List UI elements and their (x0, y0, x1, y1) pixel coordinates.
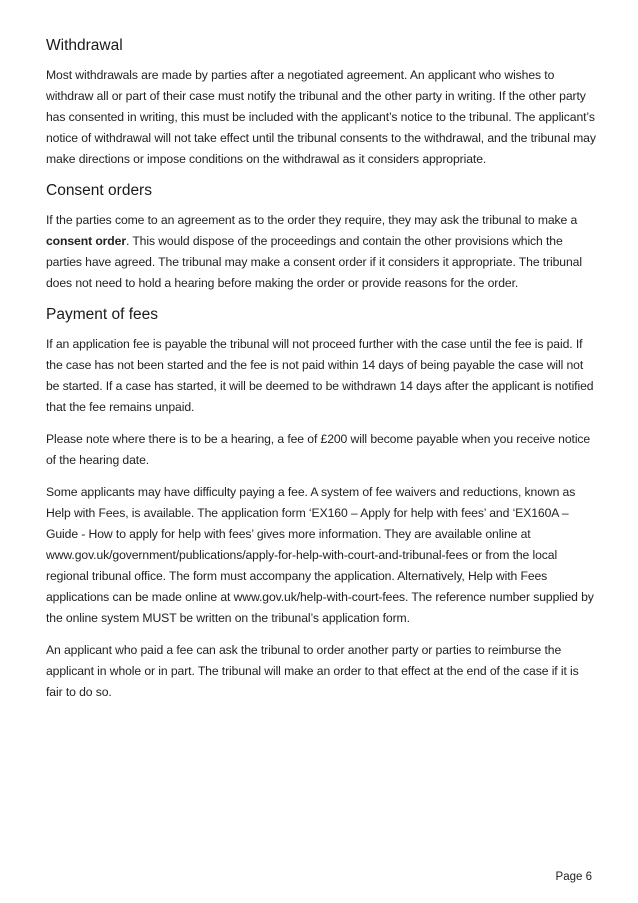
section-payment-of-fees (46, 305, 596, 703)
page-number: Page 6 (555, 871, 592, 883)
section-heading-withdrawal: Withdrawal (46, 37, 123, 54)
section-heading-payment-of-fees: Payment of fees (46, 306, 159, 323)
section-withdrawal (46, 36, 596, 170)
consent-orders-text-after: . This would dispose of the proceedings and contain the other provisions which the parties have agreed. The tribunal may make a consent order if it considers it appropriate. The tribunal does not need to hold a hearing before making the order or provide reasons for the order. (46, 234, 582, 290)
fees-paragraph-unpaid: If an application fee is payable the tribunal will not proceed further with the case until the fee is paid. If the case has not been started and the fee is not paid within 14 days of being payable the case will not be started. If a case has started, it will be deemed to be withdrawn 14 days after the applicant is notified that the fee remains unpaid. (46, 337, 594, 414)
consent-orders-text-before: If the parties come to an agreement as to the order they require, they may ask the tribunal to make a (46, 213, 578, 227)
fees-paragraph-hearing-fee: Please note where there is to be a hearing, a fee of £200 will become payable when you receive notice of the hearing date. (46, 432, 591, 467)
fees-paragraph-reimbursement: An applicant who paid a fee can ask the tribunal to order another party or parties to reimburse the applicant in whole or in part. The tribunal will make an order to that effect at the end of the case if it is fair to do so. (46, 643, 579, 699)
consent-order-term: consent order (46, 234, 126, 248)
consent-orders-paragraph (46, 210, 596, 294)
section-heading-consent-orders: Consent orders (46, 182, 152, 199)
withdrawal-paragraph: Most withdrawals are made by parties after a negotiated agreement. An applicant who wishes to withdraw all or part of their case must notify the tribunal and the other party in writing. If the other party has consented in writing, this must be included with the applicant’s notice to the tribunal. The applicant’s notice of withdrawal will not take effect until the tribunal consents to the withdrawal, and the tribunal may make directions or impose conditions on the withdrawal as it considers appropriate. (46, 68, 596, 166)
fees-paragraph-help-with-fees: Some applicants may have difficulty paying a fee. A system of fee waivers and reductions, known as Help with Fees, is available. The application form ‘EX160 – Apply for help with fees’ and ‘EX160A – Guide - How to apply for help with fees’ gives more information. They are available online at www.gov.uk/government/publications/apply-for-help-with-court-and-tribunal-fees or from the local regional tribunal office. The form must accompany the application. Alternatively, Help with Fees applications can be made online at www.gov.uk/help-with-court-fees. The reference number supplied by the online system MUST be written on the tribunal’s application form. (46, 485, 594, 625)
document-page (46, 36, 596, 714)
section-consent-orders (46, 181, 596, 294)
